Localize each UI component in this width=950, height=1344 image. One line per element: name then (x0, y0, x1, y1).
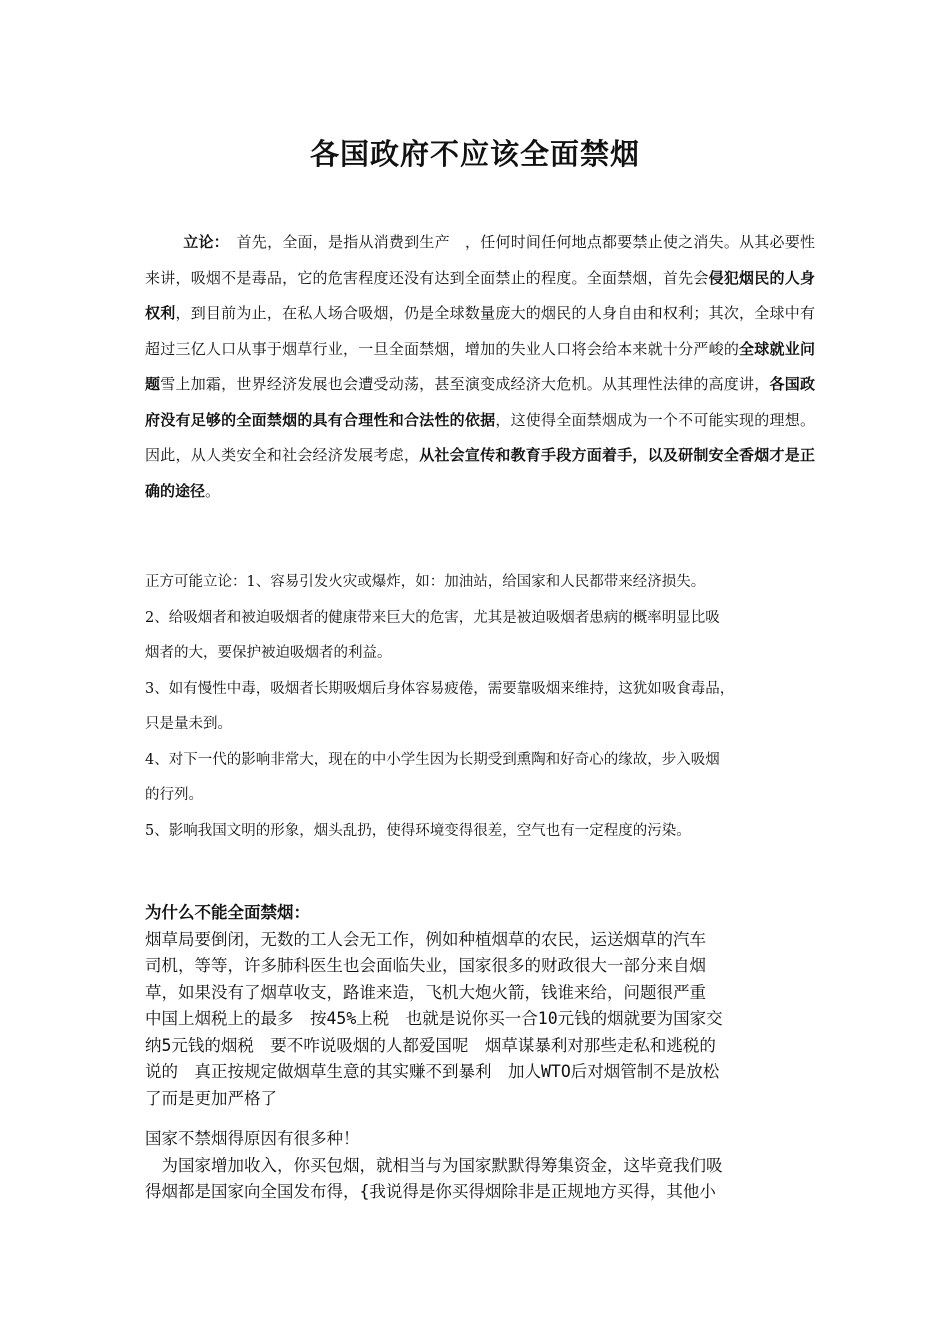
why-heading: 为什么不能全面禁烟： (145, 903, 310, 922)
reasons-line: 为国家增加收入，你买包烟，就相当与为国家默默得筹集资金，这毕竟我们吸 (145, 1155, 723, 1175)
lilun-bold-2: 全球就业问题 (145, 339, 815, 393)
zhengfang-line: 正方可能立论：1、容易引发火灾或爆炸，如：加油站，给国家和人民都带来经济损失。 (145, 574, 706, 590)
lilun-bold-1: 侵犯烟民的人身权利 (145, 268, 815, 322)
why-section (145, 900, 815, 1112)
zhengfang-section (145, 565, 815, 849)
why-line: 草，如果没有了烟草收支，路谁来造，飞机大炮火箭，钱谁来给，问题很严重 (145, 982, 706, 1002)
lilun-bold-3: 各国政府没有足够的全面禁烟的具有合理性和合法性的依据 (145, 375, 815, 429)
why-line: 司机，等等，许多肺科医生也会面临失业，国家很多的财政很大一部分来自烟 (145, 956, 706, 975)
zhengfang-line: 2、给吸烟者和被迫吸烟者的健康带来巨大的危害，尤其是被迫吸烟者患病的概率明显比吸 (145, 609, 720, 626)
why-line: 了而是更加严格了 (145, 1088, 277, 1108)
why-line: 中国上烟税上的最多 按45%上税 也就是说你买一合10元钱的烟就要为国家交 (145, 1009, 723, 1028)
zhengfang-line: 5、影响我国文明的形象，烟头乱扔，使得环境变得很差，空气也有一定程度的污染。 (145, 822, 691, 839)
zhengfang-line: 只是量未到。 (145, 716, 232, 732)
why-line: 说的 真正按规定做烟草生意的其实赚不到暴利 加人WTO后对烟管制不是放松 (145, 1062, 720, 1081)
reasons-line: 得烟都是国家向全国发布得，{我说得是你买得烟除非是正规地方买得，其他小 (145, 1182, 716, 1201)
lilun-text-1: 首先，全面，是指从消费到生产 ，任何时间任何地点都要禁止使之消失。从其必要性来讲，吸烟不是毒品，它的危害程度还没有达到全面禁止的程度。全面禁烟，首先会 (145, 233, 815, 287)
zhengfang-line: 的行列。 (145, 787, 203, 803)
lilun-paragraph (145, 225, 815, 509)
reasons-section (145, 1126, 815, 1206)
zhengfang-line: 4、对下一代的影响非常大，现在的中小学生因为长期受到熏陶和好奇心的缘故，步入吸烟 (145, 751, 720, 768)
lilun-text-5: 。 (205, 481, 221, 500)
lilun-text-3: 雪上加霜，世界经济发展也会遭受动荡，甚至演变成经济大危机。从其理性法律的高度讲， (160, 375, 770, 393)
zhengfang-line: 烟者的大，要保护被迫吸烟者的利益。 (145, 645, 392, 661)
why-line: 烟草局要倒闭，无数的工人会无工作，例如种植烟草的农民，运送烟草的汽车 (145, 929, 706, 949)
lilun-text-4: ，这使得全面禁烟成为一个不可能实现的理想。因此，从人类安全和社会经济发展考虑， (145, 410, 815, 464)
why-line: 纳5元钱的烟税 要不咋说吸烟的人都爱国呢 烟草谋暴利对那些走私和逃税的 (145, 1035, 716, 1055)
page-title: 各国政府不应该全面禁烟 (309, 137, 640, 171)
lilun-label: 立论： (183, 233, 222, 251)
reasons-line: 国家不禁烟得原因有很多种！ (145, 1129, 360, 1148)
lilun-text-2: ，到目前为止，在私人场合吸烟，仍是全球数量庞大的烟民的人身自由和权利；其次，全球中有超过三亿人口从事于烟草行业，一旦全面禁烟，增加的失业人口将会给本来就十分严峻的 (145, 304, 815, 358)
zhengfang-line: 3、如有慢性中毒，吸烟者长期吸烟后身体容易疲倦，需要靠吸烟来维持，这犹如吸食毒品， (145, 680, 735, 697)
lilun-bold-4: 从社会宣传和教育手段方面着手，以及研制安全香烟才是正确的途径 (145, 446, 815, 500)
